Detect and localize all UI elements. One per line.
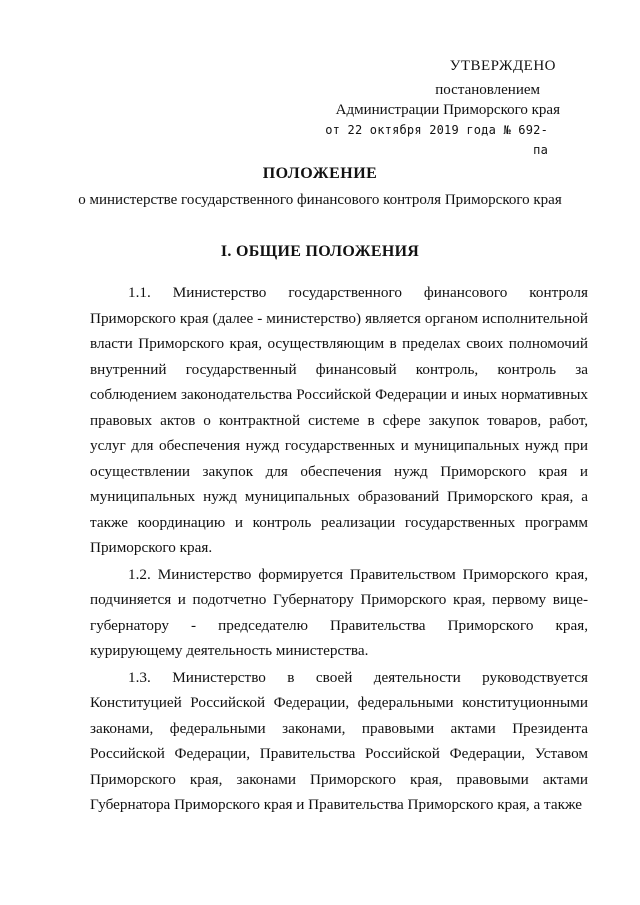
document-body (90, 280, 588, 818)
approval-block (318, 56, 568, 160)
approval-authority: Администрации Приморского края (335, 102, 560, 118)
approval-date-number: от 22 октября 2019 года № 692-па (325, 123, 548, 157)
paragraph-1-2: 1.2. Министерство формируется Правительством Приморского края, подчиняется и подотчетно Губернатору Приморского края, первому вице-губернатору - председателю Правительства Приморского края, курирующему деятельность министерства. (90, 565, 588, 659)
document-subtitle: о министерстве государственного финансового контроля Приморского края (78, 192, 562, 208)
approval-resolution-label: постановлением (435, 82, 540, 98)
approved-stamp: УТВЕРЖДЕНО (449, 58, 556, 74)
document-title: ПОЛОЖЕНИЕ (262, 165, 378, 182)
paragraph-1-3: 1.3. Министерство в своей деятельности руководствуется Конституцией Российской Федерации, федеральными конституционными законами, федеральными законами, правовыми актами Президента Российской Федерации, Правительства Российской Федерации, Уставом Приморского края, законами Приморского края, правовыми актами Губернатора Приморского края и Правительства Приморского края, а также (90, 668, 588, 813)
paragraph-1-1: 1.1. Министерство государственного финансового контроля Приморского края (далее - министерство) является органом исполнительной власти Приморского края, осуществляющим в пределах своих полномочий внутренний государственный финансовый контроль, контроль за соблюдением законодательства Российской Федерации и иных нормативных правовых актов о контрактной системе в сфере закупок товаров, работ, услуг для обеспечения нужд государственных и муниципальных нужд при осуществлении закупок для обеспечения нужд Приморского края и муниципальных нужд муниципальных образований Приморского края, а также координацию и контроль реализации государственных программ Приморского края. (90, 284, 588, 556)
section-title: I. ОБЩИЕ ПОЛОЖЕНИЯ (220, 243, 420, 260)
